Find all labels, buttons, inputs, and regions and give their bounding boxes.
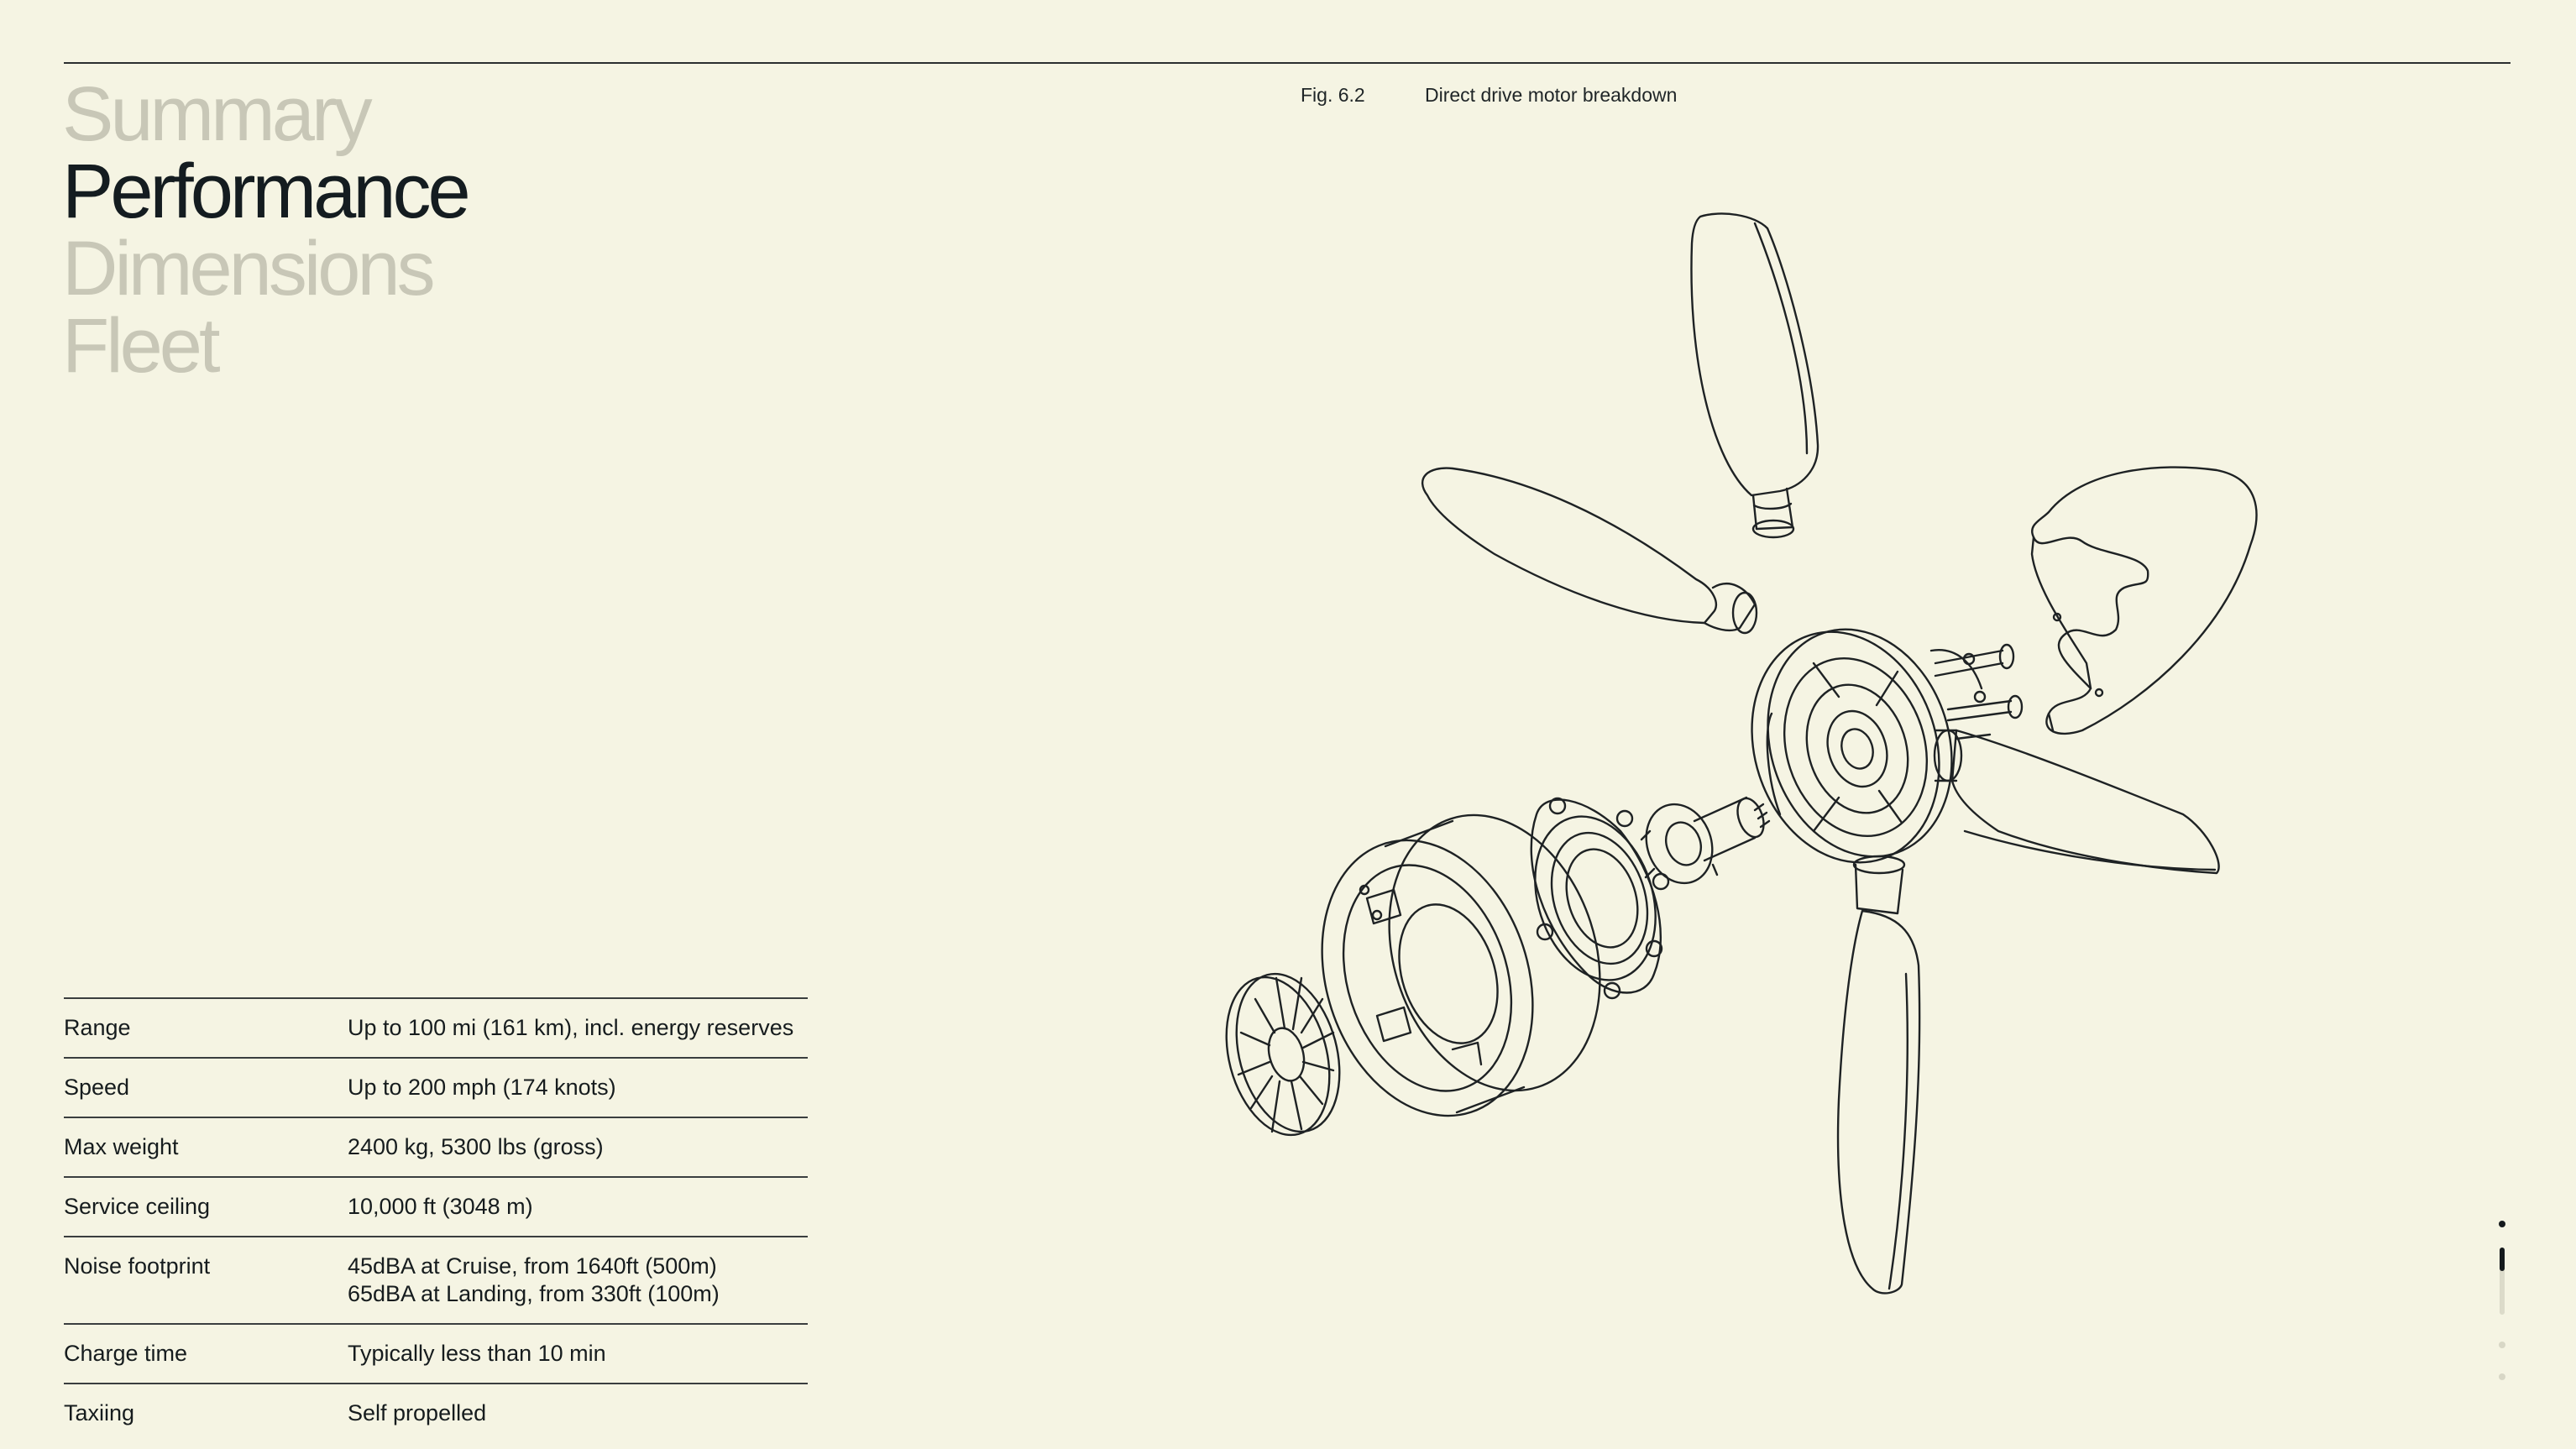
spec-value-line: 45dBA at Cruise, from 1640ft (500m) — [348, 1253, 717, 1279]
spec-row-speed — [64, 1059, 808, 1118]
spec-row-max-weight — [64, 1118, 808, 1178]
spec-value — [348, 1133, 808, 1161]
page-indicator-top-dot — [2499, 1221, 2505, 1227]
spec-value — [348, 1014, 808, 1042]
spec-label: Max weight — [64, 1134, 179, 1159]
spec-value-line: 65dBA at Landing, from 330ft (100m) — [348, 1281, 720, 1306]
nav-item-fleet[interactable]: Fleet — [62, 303, 217, 389]
stator-housing — [1288, 787, 1634, 1143]
spec-value — [348, 1340, 808, 1368]
performance-spec-table — [64, 997, 808, 1442]
spec-value — [348, 1399, 808, 1427]
figure-number: Fig. 6.2 — [1301, 84, 1365, 106]
shaft-coupling — [1636, 795, 1769, 892]
propeller-blade-top — [1691, 213, 1818, 537]
propeller-blade-bottom — [1838, 856, 1919, 1293]
spec-value — [348, 1074, 808, 1101]
propeller-hub — [1723, 605, 1980, 887]
spec-value-line: Up to 100 mi (161 km), incl. energy reserves — [348, 1015, 794, 1040]
nav-item-performance[interactable]: Performance — [62, 149, 468, 234]
page-indicator[interactable] — [2495, 1214, 2509, 1390]
spec-label: Service ceiling — [64, 1194, 211, 1219]
page-indicator-progress — [2500, 1248, 2505, 1271]
spec-row-service-ceiling — [64, 1178, 808, 1237]
top-divider — [64, 62, 2511, 64]
spec-value-line: 2400 kg, 5300 lbs (gross) — [348, 1134, 604, 1159]
spec-label: Speed — [64, 1075, 130, 1100]
spec-value-line: Self propelled — [348, 1400, 487, 1425]
bearing-plate — [1515, 798, 1675, 998]
spec-value-line: 10,000 ft (3048 m) — [348, 1194, 533, 1219]
section-nav — [62, 71, 468, 389]
spec-label: Range — [64, 1015, 131, 1040]
propeller-blade-left — [1422, 468, 1757, 633]
spec-row-noise-footprint — [64, 1237, 808, 1325]
spec-value-line: Typically less than 10 min — [348, 1341, 606, 1366]
nav-item-summary[interactable]: Summary — [62, 71, 369, 157]
spec-value-line: Up to 200 mph (174 knots) — [348, 1075, 616, 1100]
spec-row-charge-time — [64, 1325, 808, 1384]
spec-value — [348, 1253, 808, 1308]
spec-row-range — [64, 999, 808, 1059]
spec-label: Charge time — [64, 1341, 188, 1366]
figure-caption — [1301, 84, 1677, 107]
page-indicator-track[interactable] — [2500, 1248, 2505, 1315]
spec-label: Noise footprint — [64, 1253, 211, 1279]
spec-value — [348, 1193, 808, 1221]
figure-title: Direct drive motor breakdown — [1425, 84, 1678, 106]
propeller-blade-right — [1935, 730, 2219, 873]
spinner-cone — [2032, 468, 2256, 734]
cooling-fan — [1210, 962, 1356, 1146]
page-indicator-dot — [2499, 1342, 2505, 1348]
spec-label: Taxiing — [64, 1400, 135, 1425]
hub-mount-bolts — [1931, 645, 2022, 739]
page-indicator-dot — [2499, 1373, 2505, 1380]
motor-exploded-illustration — [1175, 193, 2368, 1335]
nav-item-dimensions[interactable]: Dimensions — [62, 226, 432, 311]
spec-row-taxiing — [64, 1384, 808, 1442]
